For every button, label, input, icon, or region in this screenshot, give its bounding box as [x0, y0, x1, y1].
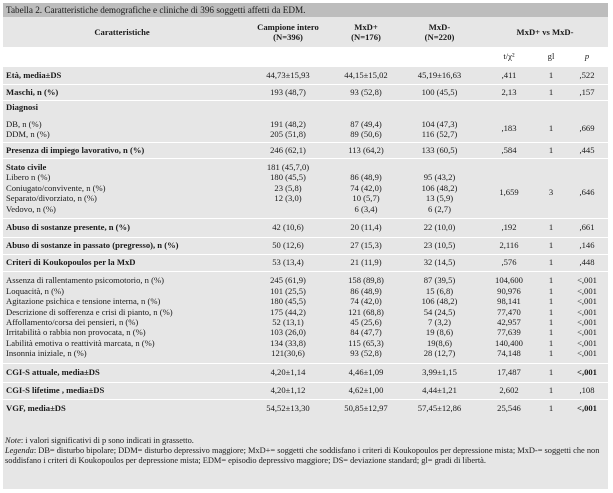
table-container	[3, 3, 608, 489]
table-row: CGI-S lifetime , media±DS 4,20±1,12 4,62±1,00 4,44±1,21 2,602 1 ,108	[3, 382, 608, 399]
sub-header-p: p	[566, 47, 608, 66]
sub-header-gl: gl	[536, 47, 566, 66]
table-row: Abuso di sostanze presente, n (%) 42 (10,6) 20 (11,4) 22 (10,0) ,192 1 ,661	[3, 218, 608, 237]
table-row: VGF, media±DS 54,52±13,30 50,85±12,97 57,45±12,86 25,546 1 <,001	[3, 399, 608, 417]
col-header-compare: MxD+ vs MxD-	[482, 17, 608, 47]
table-row: Età, media±DS 44,73±15,93 44,15±15,02 45,19±16,63 ,411 1 ,522	[3, 66, 608, 84]
sub-header-stat: t/χ²	[482, 47, 536, 66]
col-header-characteristics: Caratteristiche	[3, 17, 241, 47]
table-row-symptoms: Assenza di rallentamento psicomotorio, n (%) Loquacità, n (%) Agitazione psichica e tensione interna, n (%) Descrizione di sofferenza e crisi di pianto, n (%) Affollamento/corsa dei pensieri, n (%) Irritabilità o rabbia non provocata, n (%) Labilità emotiva o reattività marcata, n (%) Insonnia iniziale, n (%) 245 (61,9) 101 (25,5) 180 (45,5) 175 (44,2) 52 (13,1) 103 (26,0) 134 (33,8) 121(30,6) 158 (89,8) 86 (48,9) 74 (42,0) 121 (68,8) 45 (25,6) 84 (47,7) 115 (65,3) 93 (52,8) 87 (39,5) 15 (6,8) 106 (48,2) 54 (24,5) 7 (3,2) 19 (8,6) 19(8,6) 28 (12,7) 104,600 90,976 98,141 77,470 42,957 77,639 140,400 74,148 1 1 1 1 1 1 1 1 <,001 <,001 <,001 <,001 <,001 <,001 <,001 <,001	[3, 271, 608, 363]
col-header-mxd-minus: MxD- (N=220)	[397, 17, 482, 47]
data-table	[3, 17, 608, 417]
table-row: Abuso di sostanze in passato (pregresso), n (%) 50 (12,6) 27 (15,3) 23 (10,5) 2,116 1 ,146	[3, 237, 608, 254]
legend-line: Legenda: DB= disturbo bipolare; DDM= disturbo depressivo maggiore; MxD+= soggetti che soddisfano i criteri di Koukopoulos per depressione mista; MxD-= soggetti che non soddisfano i criteri di Koukopoulos per depressione mista; EDM= episodio depressivo maggiore; DS= deviazione standard; gl= gradi di libertà.	[5, 446, 600, 466]
table-notes	[5, 436, 605, 467]
table-caption: Tabella 2. Caratteristiche demografiche e cliniche di 396 soggetti affetti da EDM.	[3, 3, 608, 17]
col-header-mxd-plus: MxD+ (N=176)	[335, 17, 397, 47]
table-row: Presenza di impiego lavorativo, n (%) 246 (62,1) 113 (64,2) 133 (60,5) ,584 1 ,445	[3, 142, 608, 158]
table-row: CGI-S attuale, media±DS 4,20±1,14 4,46±1,09 3,99±1,15 17,487 1 <,001	[3, 363, 608, 382]
table-row-civil-status: Stato civile Libero n (%) Coniugato/convivente, n (%) Separato/divorziato, n (%) Vedovo, n (%) 181 (45,7,0) 180 (45,5) 23 (5,8) 12 (3,0) 86 (48,9) 74 (42,0) 10 (5,7) 6 (3,4) 95 (43,2) 106 (48,2) 13 (5,9) 6 (2,7) 1,659 3 ,646	[3, 158, 608, 218]
table-row: Criteri di Koukopoulos per la MxD 53 (13,4) 21 (11,9) 32 (14,5) ,576 1 ,448	[3, 254, 608, 271]
note-line: Note: i valori significativi di p sono indicati in grassetto.	[5, 436, 194, 445]
table-row-diagnosis: Diagnosi DB, n (%) DDM, n (%) 191 (48,2) 205 (51,8) 87 (49,4) 89 (50,6) 104 (47,3) 116 (52,7) ,183 1 ,669	[3, 100, 608, 142]
header-row	[3, 17, 608, 47]
table-row: Maschi, n (%) 193 (48,7) 93 (52,8) 100 (45,5) 2,13 1 ,157	[3, 84, 608, 100]
col-header-sample: Campione intero (N=396)	[241, 17, 335, 47]
subheader-row	[3, 47, 608, 66]
